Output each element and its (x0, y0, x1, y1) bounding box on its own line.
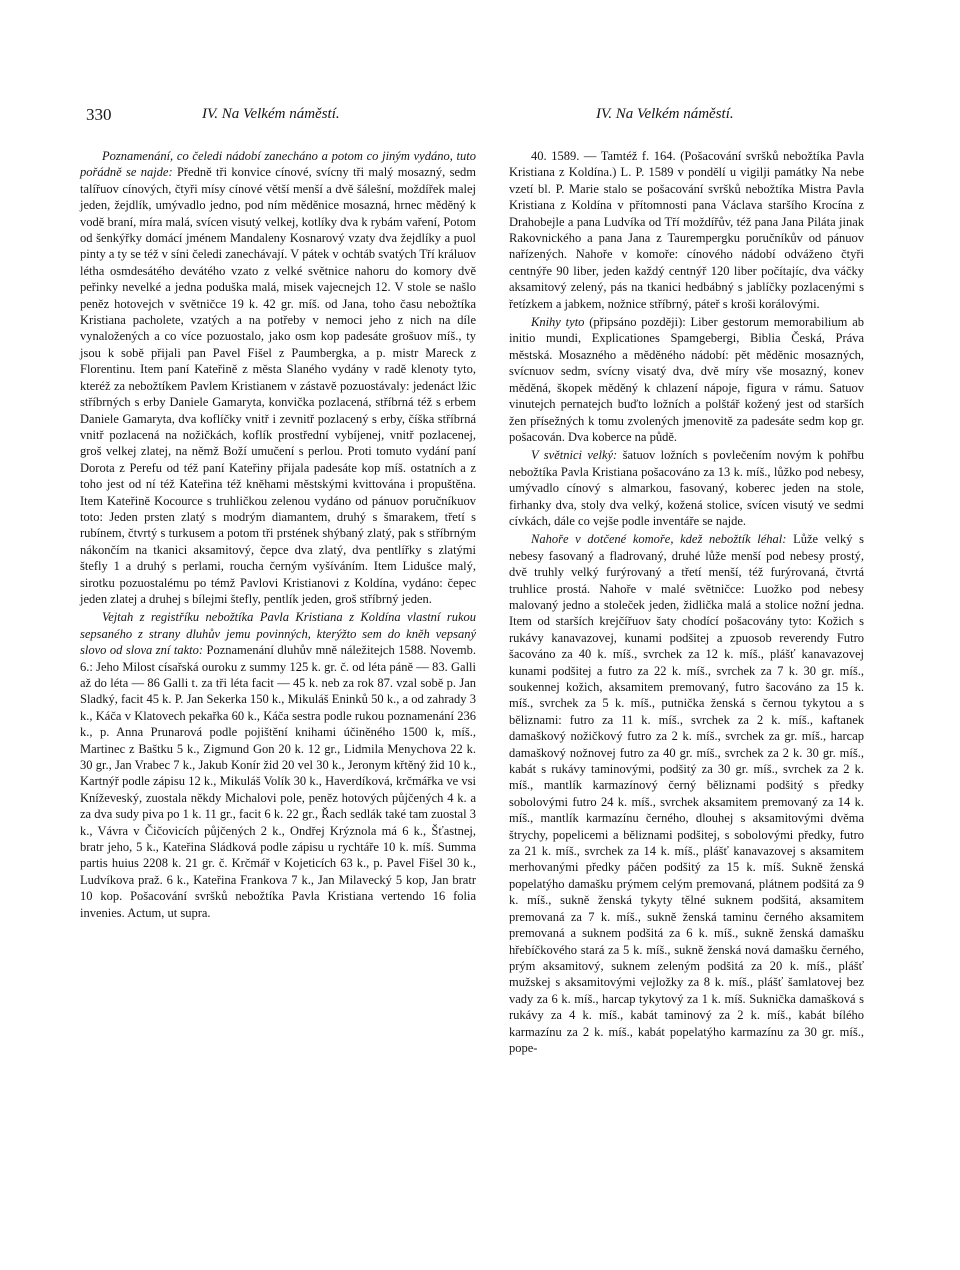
paragraph (509, 531, 864, 1056)
paragraph-lead: Vejtah z registříku nebožtíka Pavla Kristiana z Koldína vlastní rukou sepsaného z strany dluhův jemu povinných, kterýžto sem do kněh vepsaný slovo od slova zní takto: (80, 610, 476, 658)
paragraph-lead: Poznamenání, co čeledi nádobí zanecháno a potom co jiným vydáno, tuto pořádně se najde: (80, 149, 476, 180)
running-header (0, 105, 960, 129)
paragraph-lead: Knihy tyto (531, 315, 585, 330)
paragraph-text: (připsáno později): Liber gestorum memorabilium ab initio mundi, Explicationes Spamgebergi, Biblia Česká, Práva městská. Mosazného a měděného nádobí: pět měděnic mosazných, svícnuov sedm, svícny visatý dva, dvě míry vše mosazný, konev měděná, škopek měděný k chlazení nápoje, figura v rámu. Satuov vinutejch pernatejch buďto ložních a polštář kožený jest od starších žen přísežných k tomu zvolených jmenovitě za padesáte sedm kop gr. pošacován. Dva koberce na půdě. (509, 315, 865, 444)
left-column (80, 148, 476, 921)
paragraph (80, 609, 476, 921)
paragraph (509, 148, 864, 312)
paragraph-lead: V světnici velký: (531, 448, 618, 463)
paragraph-lead: Nahoře v dotčené komoře, kdež nebožtík léhal: (531, 532, 787, 547)
paragraph-text: 40. 1589. — Tamtéž f. 164. (Pošacování svršků nebožtíka Pavla Kristiana z Koldína.) L. P. 1589 v pondělí u vigilji památky Na nebe vzetí bl. P. Marie stalo se pošacování svršků nebožtíka Mistra Pavla Kristiana z Koldína v přítomnosti pana Václava staršího Krocína z Drahobejle a pana Ludvíka od Tří moždířův, též pana Jana Piláta jinak Rakovnického a pana Jana z Taurempergku poručníkův od pánuov nařízených. Nahoře v komoře: cínového nádobí odváženo čtyři centnýře 90 liber, jeden každý centnýř 120 liber počítajíc, dva váčky aksamitový zelený, pás na tkanici hedbábný s jablíčky pozlacenými s řetízkem a jabkem, nožnice stříbrný, páteř s kroši korálovými. (509, 149, 864, 311)
paragraph (509, 447, 864, 529)
right-column (509, 148, 864, 1056)
paragraph-text: šatuov ložních s povlečením novým k pohřbu nebožtíka Pavla Kristiana pošacováno za 13 k. míš., lůžko pod nebesy, umývadlo cínový s almarkou, fasovaný, koberec jeden na stole, firhanky dva, stoly dva velký, kožená stolice, svícen visutý ve sedmi cívkách, dále co vejše podle inventáře se najde. (509, 448, 864, 528)
paragraph-text: Předně tři konvice cínové, svícny tři malý mosazný, sedm talířuov cínových, čtyři mísy cínové větší menší a dvě šálešní, moždířek malej jeden, žejdlík, umývadlo jedno, pod ním měděnice mosazná, hrnec měděný k vodě braní, míra malá, svícen visutý velkej, kotlíky dva k rybám vaření, Potom od šenkýřky domácí jménem Mandaleny Kosnarový vzaty dva žejdlíky a puol pinty a ty se též v síni čeledi zanechávají. V pátek v ochtáb svatých Tří králuov létha osmdesátého devátého vzato z velké světnice nahoru do komory dvě peřinky nevelké a jedna poduška malá, misek vajecnejch 12. V stole se našlo peněz hotovejch v světničce 19 k. 42 gr. míš. od Jana, toho času nebožtíka Kristiana pacholete, vzatých a na potřeby v nemoci jeho z nich na díle vynaložených a co více pozuostalo, jako osm kop padesáte grošuov míš., ty jsou k sobě přijali pan Pavel Fišel z Paumbergka, a p. mistr Mareck z Florentinu. Item paní Kateřině z města Slaného vydány v radě klenoty tyto, kteréž za nebožtíkem Pavlem Kristianem v zástavě pozuostávaly: jedenáct lžic stříbrných s erby Daniele Gamaryta, konvička pozlacená, stříbrná též s erbem Daniele Gamaryta, dva koflíčky vnitř i zevnitř pozlacený s erby, číška stříbrná vnitř pozlacená na nožičkách, koflík prostřední vybíjenej, vnitř pozlacenej, groš velkej zlatej, na němž Boží umučení s perlou. Proti tomuto vydání paní Dorota z Perefu od též paní Kateřiny přijala padesáte kop míš. ostatních a z toho jest od ní též Kateřina též kněhami městskými kvittována i propuštěna. Item Kateřině Kocource s truhličkou zelenou vydáno od pánuov poručníkuov toto: Jeden prsten zlatý s modrým diamantem, druhý s šmarakem, třetí s rubínem, čtvrtý s turkusem a potom tři prstének shýbaný zlatý, pak s stříbrným nákončím na tkanici aksamitový, čepce dva zlatý, dva pentlířky s zlatými štefly 1 a druhý s perlami, roucha černým vyšíváním. Item Lidušce malý, sirotku pozuostalému po témž Pavlovi Kristianovi z Koldína, vydáno: čepec jeden zlatej a druhej s bílejmi štefly, pentlík jeden, groš stříbrný jeden. (80, 165, 476, 606)
paragraph-text: Lůže velký s nebesy fasovaný a fladrovaný, druhé lůže menší pod nebesy prostý, dvě truhly velký furýrovaný a třetí menší, též furýrovaná, čtvrtá truhlice prostá. Nahoře v malé světničce: Luožko pod nebesy malovaný jedno a stoleček jeden, židlička malá a stolice nožní jedna. Item od starších krejčířuov šaty chodící pošacovány tyto: Kožich s rukávy kanavazovej, kunami podšitej a zpuosob reverendy Futro šacováno za 40 k. míš., svrchek za 12 k. míš., plášť kanavazovej kunami podšitej a futro za 22 k. míš., svrchek za 7 k. 30 gr. míš., soukennej kožich, aksamitem premovaný, futro šacováno za 15 k. míš., svrchek za 5 k. míš., putnička ženská s černou tykytou a s běliznami: futro za 11 k. míš., svrchek za 2 k. míš., kaftanek damaškový nožičkový futro za 2 k. míš., svrchek za gr. míš., harcap damaškový nožnovej futro za 40 gr. míš., svrchek za 2 k. 30 gr. míš., kabát s rukávy taminovými, podšitý za 30 gr. míš., svrchek za 2 k. míš., mantlík karmazínový černý běliznami podšitý s předky sobolovými futro 24 k. míš., svrchek aksamitem premovaný za 14 k. míš., mantlík karmazínu černého, dlouhej s aksamitovými dvěma štrychy, popelicemi a běliznami podšitej, s sobolovými předky, futro za 21 k. míš., svrchek za 14 k. míš., plášť kanavazovej s aksamitem merhovanými předky páčen podšitý za 15 k. míš. Sukně ženská popelatýho damašku prýmem celým premovaná, plátnem podšitá za 9 k. míš., sukně ženská tykyty tělné suknem podšitá, aksamitem premovaná za 7 k. míš., sukně ženská taminu černého aksamitem premovaná a suknem podšitá za 6 k. míš., sukně ženská damašku hřebíčkového stará za 5 k. míš., sukně ženská nová damašku černého, prým aksamitový, suknem zeleným podšitá za 20 k. míš., plášť mužskej s aksamitovými vejložky za 8 k. míš., plášť šamlatovej bez vady za 6 k. míš., harcap tykytový za 1 k. míš. Suknička damašková s rukávy za 4 k. míš., kabát taminový za 2 k. míš., kabát bílého karmazínu za 2 k. míš., kabát popelatýho karmazínu za 30 gr. míš., pope- (509, 532, 864, 1055)
running-head-left: IV. Na Velkém náměstí. (202, 106, 340, 122)
running-head-right: IV. Na Velkém náměstí. (596, 106, 734, 122)
paragraph (80, 148, 476, 607)
paragraph (509, 314, 864, 445)
paragraph-text: Poznamenání dluhův mně náležitejch 1588. Novemb. 6.: Jeho Milost císařská ouroku z summy 125 k. gr. č. od léta páně — 83. Galli až do léta — 86 Galli t. za tři léta facit — 45 k. neb za rok 87. vzal sobě p. Jan Sladký, facit 45 k. P. Jan Sekerka 150 k., Mikuláš Eninků 50 k., a od zahrady 3 k., Káča v Klatovech pekařka 60 k., Káča sestra podle rukou poznamenání 236 k., p. Anna Prunarová podle pojištění knihami účiněného 1500 k, míš., Martinec z Baštku 5 k., Zigmund Gon 20 k. 12 gr., Lidmila Menychova 22 k. 30 gr., Jan Vrabec 7 k., Jakub Konír žid 20 vel 30 k., Jeronym křtěný žid 10 k., Kartnýř podle zápisu 12 k., Mikuláš Volík 30 k., Haverdíková, krčmářka ve vsi Kníževeský, zuostala někdy Michalovi pole, peněz hotových půjčených 4 k. a za dva sudy piva po 1 k. 11 gr., facit 6 k. 22 gr., Řach sedlák také tam zuostal 3 k., Vávra v Čičovicích půjčených 2 k., Ondřej Krýznola má 6 k., Šťastnej, bratr jeho, 5 k., Kateřina Sládková podle zápisu u rychtáře 10 k. míš. Summa partis huius 2208 k. 21 gr. č. Krčmář v Kojeticích 63 k., p. Pavel Fišel 30 k., Ludvíkova praž. 6 k., Kateřina Frankova 7 k., Jan Milavecký 5 kop, Jan bratr 10 kop. Pošacování svršků nebožtíka Pavla Kristiana vertendo 16 folia invenies. Actum, ut supra. (80, 643, 477, 920)
page-number: 330 (86, 105, 112, 124)
